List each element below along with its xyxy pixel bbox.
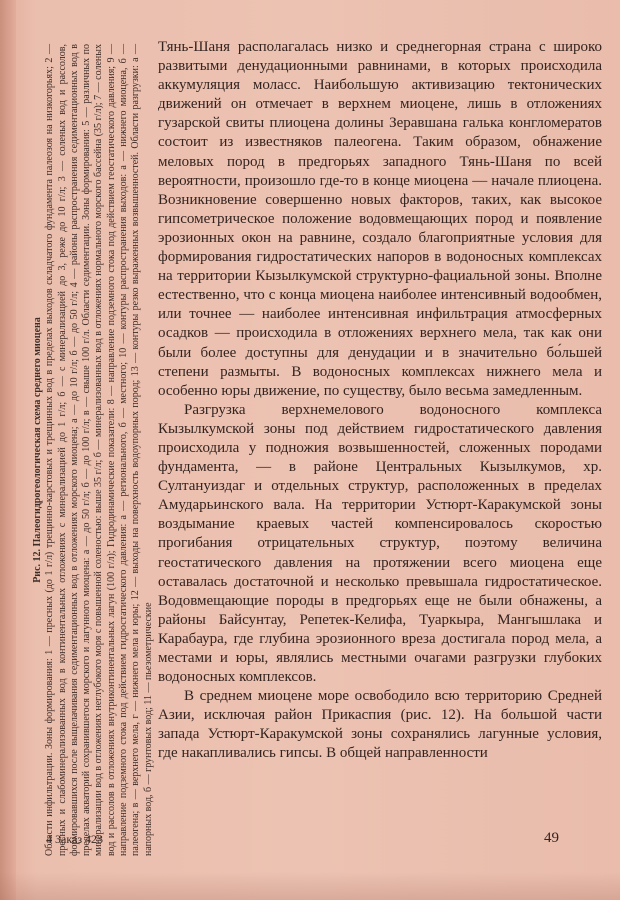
- main-text-column: [158, 38, 602, 764]
- figure-caption-title: Рис. 12. Палеогидрогеологическая схема среднего миоцена: [32, 317, 43, 583]
- paragraph-3: В среднем миоцене море освободило всю территорию Средней Азии, исключая район Прикаспия (рис. 12). На большой части запада Устюрт-Каракумской зоны сохранялись лагунные условия, где накапливались гипсы. В общей направленности: [158, 688, 602, 762]
- paragraph-2: Разгрузка верхнемелового водоносного комплекса Кызылкумской зоны под действием гидростатического давления происходила у подножия возвышенностей, сложенных породами фундамента, — в районе Центральных Кызылкумов, хр. Султануиздаг и отдельных структур, расположенных в пределах Амударьинского вала. На территории Устюрт-Каракумской зоны воздымание краевых частей компенсировалось скоростью прогибания отрицательных структур, поэтому величина геостатического давления на протяжении всего миоцена еще оставалась достаточной и несколько превышала гидростатическое. Водовмещающие породы в предгорьях еще не были обнажены, а районы Байсунтау, Репетек-Келифа, Туаркыра, Мангышлака и Карабаура, где глубина эрозионного вреза достигала пород мела, а местами и юры, являлись местными очагами разгрузки глубоких водоносных комплексов.: [158, 401, 602, 686]
- page-binding-shadow: [0, 0, 16, 900]
- paragraph-1: Тянь-Шаня располагалась низко и среднегорная страна с широко развитыми денудационными равнинами, в которых происходила аккумуляция моласс. Наибольшую активизацию тектонических движений он отмечает в верхнем миоцене, лишь в отложениях гузарской свиты плиоцена долины Зеравшана галька конгломератов состоит из известняков палеогена. Таким образом, обнажение меловых пород в предгорьях западного Тянь-Шаня по всей вероятности, произошло где-то в конце миоцена — начале плиоцена. Возникновение совершенно новых факторов, таких, как высокое гипсометрическое положение водовмещающих пород и появление эрозионных окон на равнине, создало благоприятные условия для формирования гидростатических напоров в водоносных комплексах на территории Кызылкумской структурно-фациальной зоны. Вполне естественно, что с конца миоцена наиболее интенсивный водообмен, или точнее — наиболее интенсивная инфильтрация атмосферных осадков — происходила в отложениях верхнего мела, так как они были более доступны для денудации и в значительно бо́льшей степени размыты. В водоносных комплексах нижнего мела и особенно юры движение, по существу, было весьма замедленным.: [158, 39, 602, 399]
- page-bottom-shadow: [0, 872, 620, 900]
- figure-caption: [32, 44, 155, 856]
- printer-signature: 4 Заказ 423: [46, 832, 104, 846]
- figure-caption-body: Области инфильтрации. Зоны формирования: 1 — пресных (до 1 г/л) трещинно-карстовых и трещинных вод в пределах выходов складчатого фундамента палеозоя на низкогорьях; 2 — пресных и слабоминерализованных вод в континентальных отложениях с минерализацией до 1 г/л; б — с минерализацией до 3, реже до 10 г/л; 3 — соленых вод и рассолов, формировавшихся после выщелачивания седиментационных вод в отложениях морского миоцена; а — до 10 г/л; б — до 50 г/л; 4 — районы распространения седиментационных вод в пределах акваторий сохранившегося морского и лагунного миоцена: а — до 50 г/л; б — до 100 г/л; в — свыше 100 г/л. Области седиментации. Зоны формирования: 5 — различных по минерализации вод в отложениях неглубокого моря с повышенной соленостью: выше 35 г/л; б — минерализованных вод в отложениях нормального морского бассейна (35 г/л); 7 — соленых вод и рассолов в отложениях внутриконтинентальных лагун (100 г/л); Гидродинамические показатели: 8 — направление подземного стока под действием геостатического давления; 9 — направление подземного стока под действием гидростатического давления: а — регионального, б — местного; 10 — контуры распространения выходов: а — нижнего миоцена, б — палеогена; в — верхнего мела, г — нижнего мела и юры; 12 — выходы на поверхность водоупорных пород; 13 — контуры резко выраженных возвышенностей. Области разгрузки: а — напорных вод, б — грунтовых вод; 11 — пьезометрические: [44, 44, 154, 856]
- page-number: 49: [544, 830, 559, 846]
